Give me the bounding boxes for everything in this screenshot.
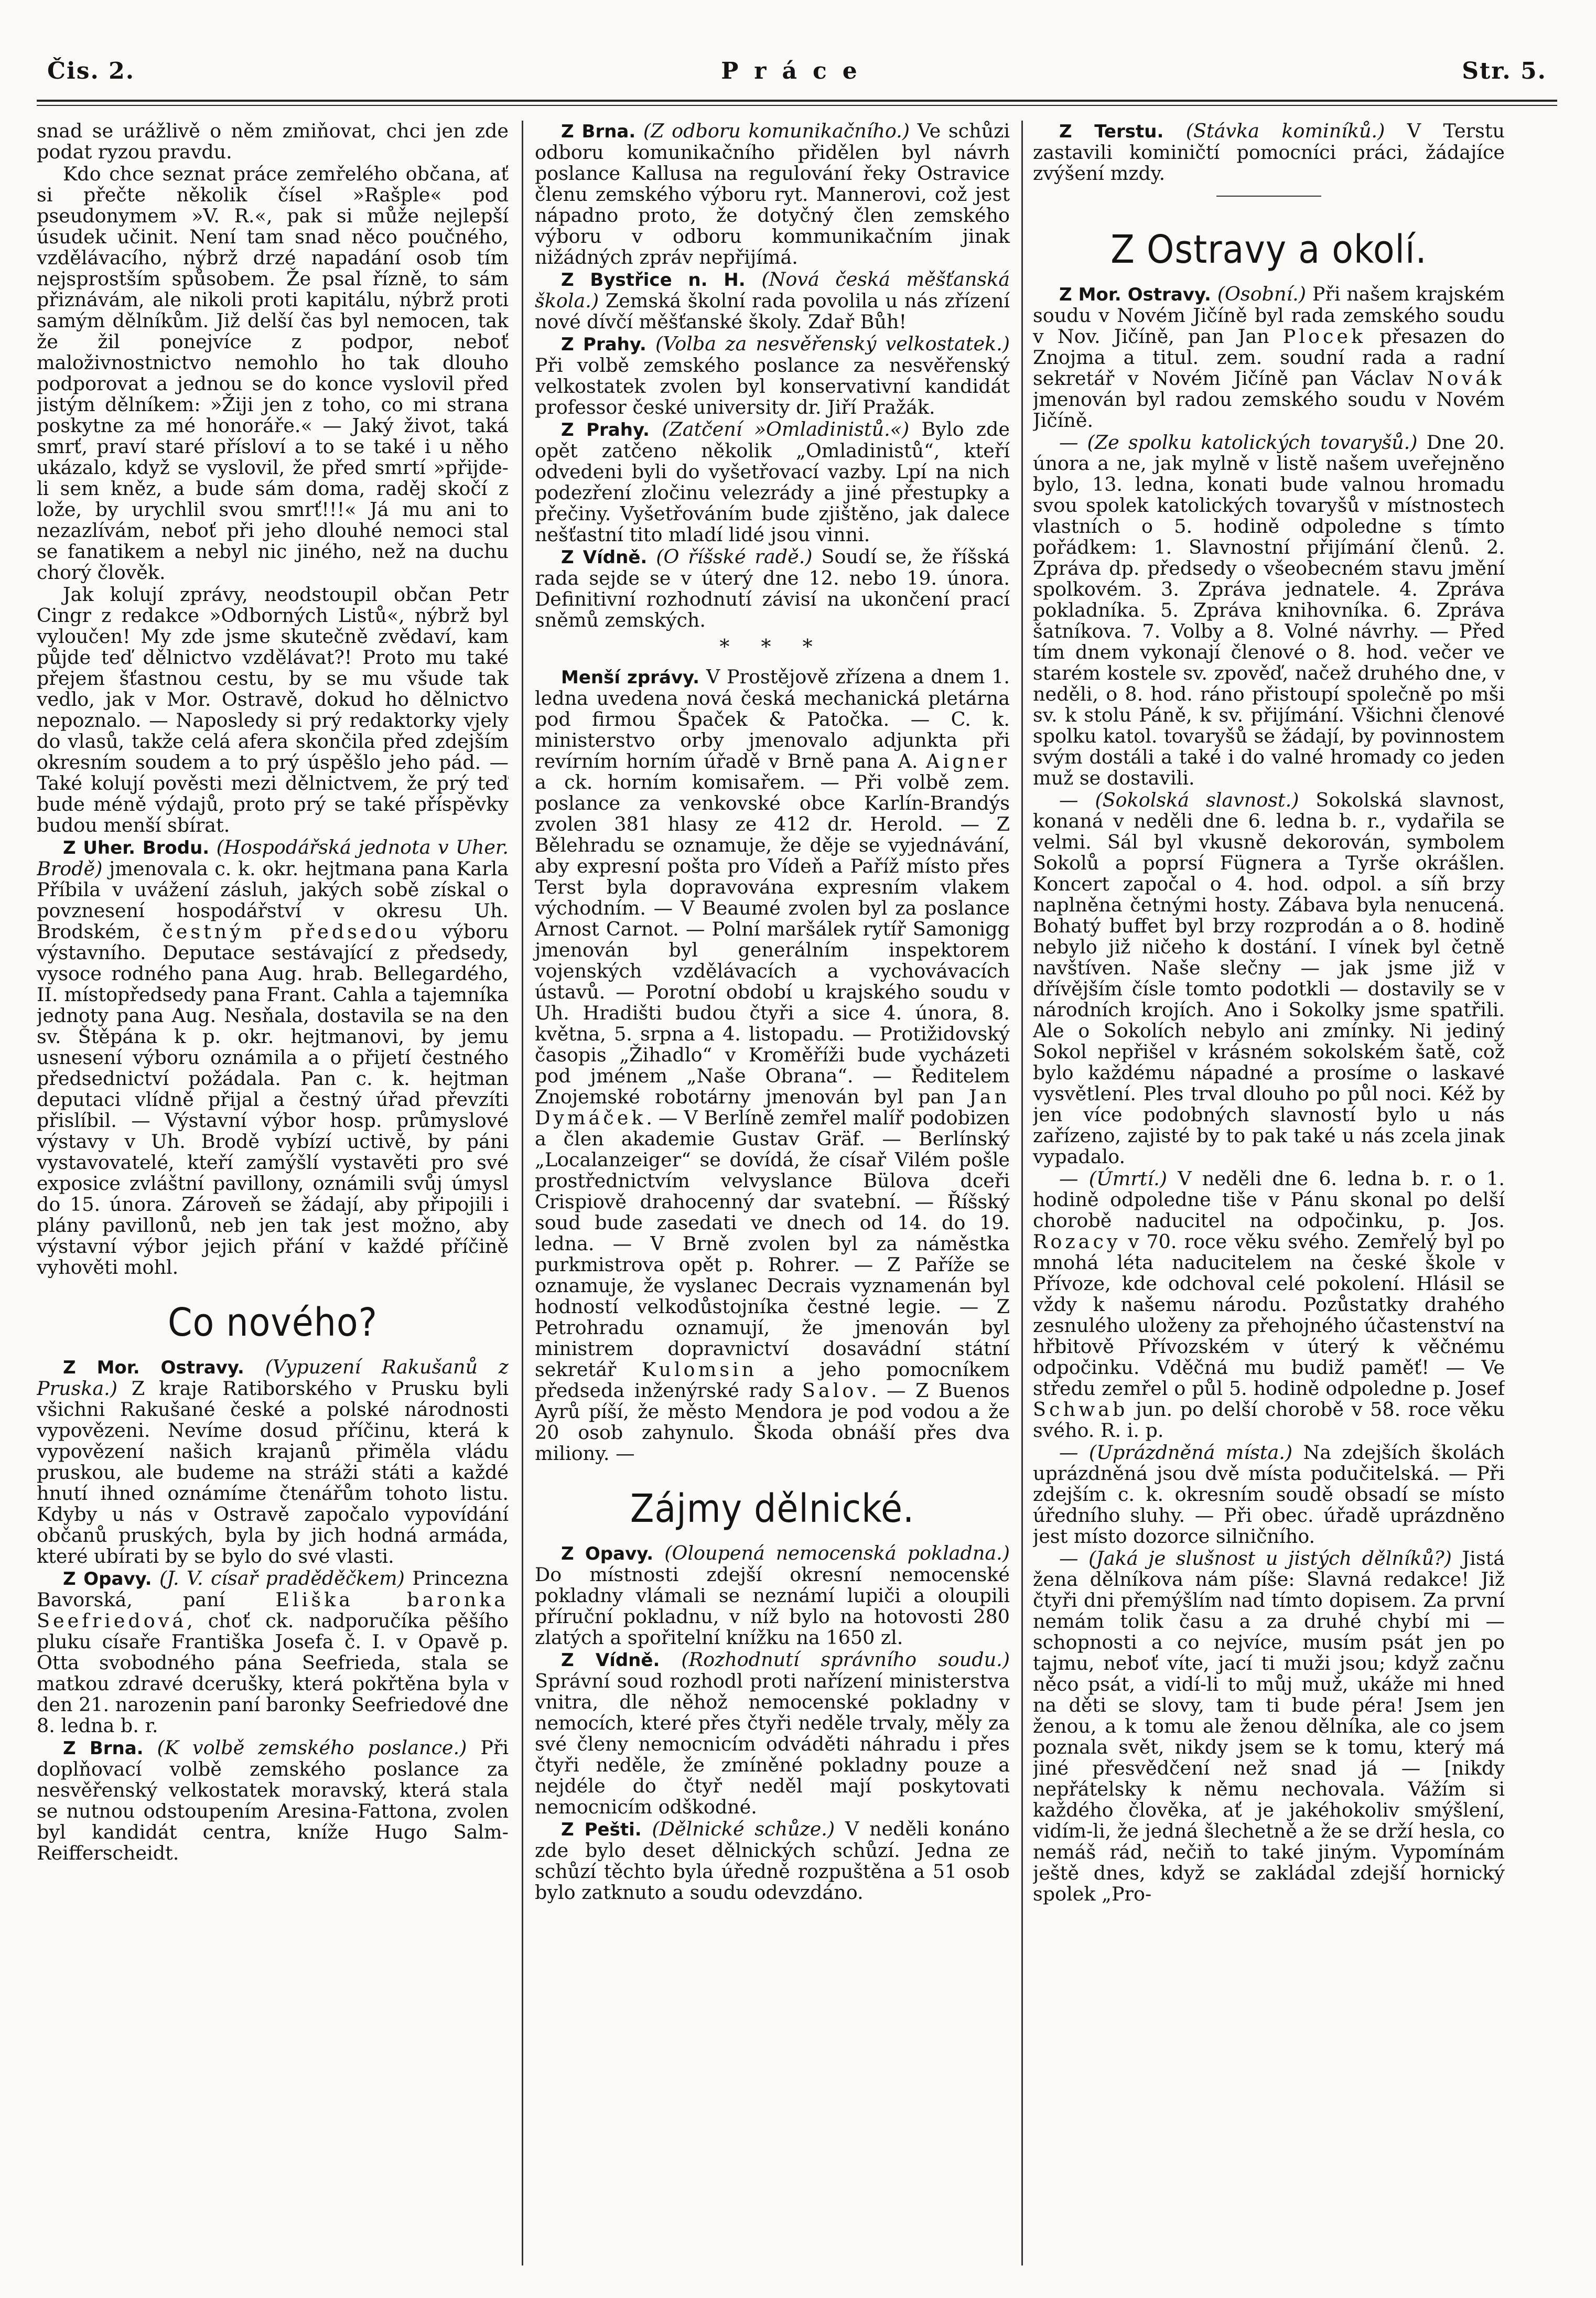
item-text: Princezna Bavorská, paní [37, 1567, 509, 1611]
columns [37, 121, 1557, 2265]
header-rule-thin [37, 105, 1557, 106]
item-lead: Z Opavy. [561, 1543, 654, 1564]
item-text: . — V Berlíně zemřel malíř podobizen a člen akademie Gustav Gräf. — Berlínský „Localanzeiger“ se dovídá, že císař Vilém pošle prostřednictvím velvyslance Bülova dceři Crispiově drahocenný dar svatební. — Říšský soud bude zasedati ve dnech od 14. do 19. ledna. — V Brně zvolen byl za náměstka purkmistrova opět p. Rohrer. — Z Paříže se oznamuje, že vyslanec Decrais vyznamenán byl hodností velkodůstojníka čestné legie. — Z Petrohradu oznamují, že jmenován byl ministrem dopravnictví dosavádní státní sekretář [535, 1107, 1010, 1381]
news-item-opavy-pokladna [535, 1543, 1010, 1648]
item-text: Při našem krajském soudu v Novém Jičíně byl rada zemského soudu v Nov. Jičíně, pan Jan [1033, 283, 1505, 348]
item-spaced-text: Novák [1427, 367, 1505, 390]
news-item-osobni [1033, 284, 1505, 431]
item-subtitle: (Z odboru komunikačního.) [643, 121, 910, 142]
item-subtitle: — (Ze spolku katolických tovaryšů.) [1059, 431, 1418, 454]
item-lead: Z Prahy. [561, 334, 646, 355]
item-text: Sokolská slavnost, konaná v neděli dne 6. ledna b. r., vydařila se velmi. Sál byl vkusně dekorován, symbolem Sokolů a poprsí Fügnera a Tyrše okrášlen. Koncert započal o 4. hod. odpol. a síň brzy naplněna četnými hosty. Zábava byla nenucená. Bohatý buffet byl brzy rozprodán a o 8. hodině nebylo již ničeho k dostání. I vínek byl četně navštíven. Naše slečny — jak jsme již v dřívějším čísle tomto podotkli — dostavily se v národních krojích. Ano i Sokolky jsme spatřili. Ale o Sokolích nebylo ani zmínky. Ni jediný Sokol nepřišel v krásném sokolském šatě, což bylo každému nápadné a prosíme o laskavé vysvětlení. Ples trval dlouho po půl noci. Kéž by jen více podobných slavností bylo u nás zařízeno, zajisté by to pak také u nás zcela jinak vypadalo. [1033, 789, 1505, 1168]
item-lead: Z Mor. Ostravy. [63, 1357, 244, 1378]
item-text: V Prostějově zřízena a dnem 1. ledna uvedena nová česká mechanická pletárna pod firmou Špaček & Patočka. — C. k. ministerstvo orby jmenovalo adjunkta při revírním horním úřadě v Brně pana A. [535, 665, 1010, 772]
item-text: v 70. roce věku svého. Zemřelý byl po mnohá léta naducitelem na české škole v Přívoze, kde odchoval celé pokolení. Hlásil se vždy k našemu národu. Pozůstatky drahého zesnulého uloženy za přehojného účastenství na hřbitově Přívozském v úterý k věčnému odpočinku. Vděčná mu budiž paměť! — Ve středu zemřel o půl 5. hodině odpoledne p. Josef [1033, 1230, 1505, 1400]
item-lead: Z Opavy. [63, 1569, 152, 1590]
news-item-prahy-volba [535, 334, 1010, 418]
item-text: jmenovala c. k. okr. hejtmana pana Karla Příbila v uvážení zásluh, jakých sobě získal o povznesení hospodářství v okresu Uh. Brodském, [37, 857, 509, 943]
item-text: V neděli dne 6. ledna b. r. o 1. hodině odpoledne tiše v Pánu skonal po delší chorobě naducitel na odpočinku, p. Jos. [1033, 1167, 1505, 1232]
item-lead: Z Brna. [63, 1738, 144, 1759]
header-rule [37, 100, 1557, 102]
item-subtitle: (O říšské radě.) [656, 545, 813, 568]
item-text: . — Z Buenos Ayrů píší, že město Mendora je pod vodou a že 20 osob zahynulo. Škoda obnáší přes dva miliony. — [535, 1379, 1010, 1465]
news-item-tovarysu [1033, 432, 1505, 789]
news-item-vidne-soud [535, 1649, 1010, 1818]
item-spaced-text: čestným předsedou [162, 920, 420, 943]
item-lead: Z Uher. Brodu. [63, 837, 210, 858]
item-subtitle: — (Jaká je slušnost u jistých dělníků?) [1059, 1547, 1452, 1570]
news-item-terstu [1033, 121, 1505, 184]
item-text: , choť ck. nadporučíka pěšího pluku císaře Františka Josefa č. I. v Opavě p. Otta svobodného pána Seefrieda, stala se matkou zdravé dcerušky, která pokřtěna byla v den 21. narozenin paní baronky Seefriedové dne 8. ledna b. r. [37, 1609, 509, 1737]
item-subtitle: (Vypuzení Rakušanů z Pruska.) [37, 1356, 509, 1400]
item-text: V neděli konáno zde bylo deset dělnických schůzí. Jedna ze schůzí těchto byla úředně rozpuštěna a 51 osob bylo zatknuto a soudu odevzdáno. [535, 1818, 1010, 1904]
short-divider [1033, 184, 1505, 205]
issue-number: Čis. 2. [47, 58, 135, 84]
item-text: Bylo zde opět zatčeno několik „Omladinistů“, kteří odvedeni byli do vyšetřovací vazby. Lpí na nich podezření zločinu velezrády a jiné přestupky a přečiny. Vyšetřováním bude zjištěno, jak dalece nešťastní tito mladí lidé jsou vinni. [535, 418, 1010, 546]
item-text: Z kraje Ratiborského v Prusku byli všichni Rakušané české a polské národnosti vypovězeni. Nevíme dosud příčinu, která k vypovězení našich krajanů přiměla vládu pruskou, ale budeme na stráži státi a každé hnutí ihned oznámíme čtenářům tohoto listu. Kdyby u nás v Ostravě započalo vypovídání občanů pruských, byla by jich hodná armáda, které ubírati by se bylo do své vlasti. [37, 1377, 509, 1567]
column-middle [522, 121, 1023, 2265]
item-subtitle: — (Úmrtí.) [1059, 1167, 1167, 1190]
item-text: ck. horním komisařem. — Při volbě zem. poslance za venkovské obce Karlín-Brandýs zvolen 381 hlasy ze 412 dr. Herold. — Z Bělehradu se oznamuje, že děje se vyjednávání, aby expresní pošta pro Vídeň a Paříž místo přes Terst byla dopravována expresním vlakem východním. — V Beaumé zvolen byl za poslance Arnost Carnot. — Polní maršálek rytíř Samonigg jmenován byl generálním inspektorem vojenských vzdělávacích a vychovávacích ústavů. — Porotní období u krajského soudu v Uh. Hradišti budou čtyři a sice 4. února, 8. května, 5. srpna a 4. listopadu. — Protižidovský časopis „Žihadlo“ v Kroměříži bude vycházeti pod jménem „Naše Obrana“. — Ředitelem Znojemské robotárny jmenován byl pan [535, 771, 1010, 1108]
item-text: Soudí se, že říšská rada sejde se v úterý dne 12. nebo 19. února. Definitivní rozhodnutí závisí na ukončení prací sněmů zemských. [535, 545, 1010, 631]
section-heading-co-noveho: Co nového? [168, 1300, 378, 1345]
article-paragraph: Kdo chce seznat práce zemřelého občana, ať si přečte několik čísel »Rašple« pod pseudonymem »V. R.«, pak si může nejlepší úsudek učinit. Není tam snad něco poučného, vzdělávacího, nýbrž drzé napadání osob tím nejsprostším spůsobem. Že psal řízně, to sám přiznávám, ale nikoli proti kapitálu, nýbrž proti samým dělníkům. Již delší čas byl nemocen, tak že žil ponejvíce z podpor, neboť maloživnostnictvo nemohlo ho tak dlouho podporovat a jednou se do konce vyslovil před jistým dělníkem: »Žiji jen z toho, co mi strana poskytne za mé honoráře.« — Jaký život, taká smrť, praví staré přísloví a to se také i u něho ukázalo, když se vyslovil, že před smrtí »přijde-li sem kněz, a bude sám doma, raděj skočí z lože, by urychlil svou smrť!!!« Já mu ani to nezazlívám, neboť při jeho dlouhé nemoci stal se fanatikem a nebyl nic jiného, než na duchu chorý člověk. [37, 163, 509, 584]
item-text: Jistá žena dělníkova nám píše: Slavná redakce! Již čtyři dni přemýšlím nad tímto dopisem. Za první nemám tolik času a za druhé chybí mi — schopnosti a co nejvíce, musím psát jen po tajmu, neboť víte, jací ti muži jsou; když začnu něco psát, a vidí-li to můj muž, ukáže mi hned na děti se slovy, tam ti bude péra! Jsem jen ženou, a k tomu ale ženou dělníka, ale co jsem poznala svět, nikdy jsem se k tomu, který má jiné přesvědčení než snad já — [nikdy nepřátelsky k němu nechovala. Vážím si každého člověka, ať je jakéhokoliv smýšlení, vidím-li, že jedná šlechetně a že se drží hesla, co nemáš rád, nečiň to také jiným. Vypomínám ještě dnes, když se zakládal zdejší hornický spolek „Pro- [1033, 1547, 1505, 1905]
item-lead: Z Terstu. [1059, 121, 1164, 142]
item-spaced-text: Plocek [1282, 325, 1366, 348]
news-item-umrti [1033, 1168, 1505, 1441]
item-text: jmenován byl radou zemského soudu v Novém Jičíně. [1033, 388, 1505, 432]
item-subtitle: — (Sokolská slavnost.) [1059, 789, 1299, 811]
item-lead: Z Brna. [561, 121, 636, 142]
divider-line [1216, 196, 1321, 197]
item-text: přesazen do Znojma a titul. zem. soudní rada a radní sekretář v Novém Jičíně pan Václav [1033, 325, 1505, 390]
news-item-brna-volba [37, 1737, 509, 1864]
item-spaced-text: Kulomsin [641, 1358, 758, 1381]
news-item-vidne-rada [535, 546, 1010, 631]
item-spaced-text: Rozacy [1033, 1230, 1121, 1253]
item-text: Na zdejších školách uprázdněná jsou dvě místa podučitelská. — Při zdejším c. k. okresním soudě obsadí se místo úředního sluhy. — Při obec. úřadě uprázdněno jest místo dozorce silničního. [1033, 1441, 1505, 1548]
item-lead: Z Prahy. [561, 420, 650, 441]
item-subtitle: (Volba za nesvěřenský velkostatek.) [655, 332, 1010, 355]
item-subtitle: (Stávka kominíků.) [1185, 121, 1385, 142]
item-subtitle: (Osobní.) [1217, 283, 1307, 305]
item-spaced-text: Salov [802, 1379, 871, 1402]
item-subtitle: (Nová česká měšťanská škola.) [535, 268, 1010, 312]
item-subtitle: (K volbě zemského poslance.) [157, 1736, 467, 1759]
newspaper-page [37, 58, 1557, 2271]
item-text: Při doplňovací volbě zemského poslance za nesvěřenský velkostatek moravský, která stala se nutnou odstoupením Aresina-Fattona, zvolen byl kandidát centra, kníže Hugo Salm-Reifferscheidt. [37, 1736, 509, 1864]
item-text: Správní soud rozhodl proti nařízení ministerstva vnitra, dle něhož nemocenské pokladny v nemocích, které přes čtyři neděle trvaly, měly za své členy nemocnicím odváděti náhradu i přes čtyři neděle, že zmíněné pokladny pouze a nejdéle do čtyř neděl mají poskytovati nemocnicím odškodné. [535, 1670, 1010, 1818]
item-subtitle: (J. V. císař praděděčkem) [159, 1567, 405, 1590]
section-heading-zajmy-delnicke: Zájmy dělnické. [630, 1486, 915, 1531]
item-text: Do místnosti zdejší okresní nemocenské pokladny vlámali se neznámí lupiči a oloupili příruční pokladnu, v níž bylo na hotovosti 280 zlatých a spořitelní knížku na 1650 zl. [535, 1563, 1010, 1649]
news-item-pesti [535, 1819, 1010, 1903]
item-text: výboru výstavního. Deputace sestávající z předsedy, vysoce rodného pana Aug. hrab. Bellegardého, II. místopředsedy pana Frant. Cahla a tajemníka jednoty pana Aug. Nesňala, dostavila se na den sv. Štěpána k p. okr. hejtmanovi, by jemu usnesení výboru oznámila a o přijetí čestného předsednictví požádala. Pan c. k. hejtman deputaci vlídně přijal a čestný úřad převzíti přislíbil. — Výstavní výbor hosp. průmyslové výstavy v Uh. Brodě vybízí uctivě, by páni vystavovatelé, kteří zamýšlí vystavěti pro své exposice zvláštní pavillony, oznámili svůj úmysl do 15. února. Zároveň se žádají, aby připojili i plány pavillonů, neb jen tak jest možno, aby výstavní výbor jejich přání v každé příčině vyhověti mohl. [37, 920, 509, 1279]
item-subtitle: (Hospodářská jednota v Uher. Brodě) [37, 836, 509, 880]
news-item-brna-komunikace [535, 121, 1010, 268]
article-paragraph: Jak kolují zprávy, neodstoupil občan Petr Cingr z redakce »Odborných Listů«, nýbrž byl vyloučen! My zde jsme skutečně zvědaví, kam půjde teď dělnictvo vzdělávat?! Proto mu také přejem šťastnou cestu, by se mu všude tak vedlo, jak v Mor. Ostravě, dokud ho dělnictvo nepoznalo. — Naposledy si prý redaktorky vjely do vlasů, takže celá afera skončila před zdejším okresním soudem a to prý úspěšlo jeho pád. — Také kolují pověsti mezi dělnictvem, že prý teď bude méně výdajů, proto prý se také příspěvky budou menší sbírat. [37, 583, 509, 836]
item-spaced-text: Aigner a [535, 750, 1010, 793]
item-lead: Z Bystřice n. H. [561, 270, 746, 291]
item-text: jun. po delší chorobě v 58. roce věku svého. R. i. p. [1033, 1398, 1505, 1442]
section-heading-z-ostravy: Z Ostravy a okolí. [1110, 227, 1427, 272]
news-item-bystrice [535, 269, 1010, 332]
news-item-prusko [37, 1357, 509, 1567]
item-subtitle: (Oloupená nemocenská pokladna.) [664, 1542, 1010, 1564]
item-lead: Z Vídně. [561, 547, 648, 568]
item-lead: Z Vídně. [561, 1650, 660, 1671]
item-spaced-text: Eliška baronka Seefriedová [37, 1588, 509, 1632]
section-separator-stars: * * * [719, 635, 825, 658]
item-spaced-text: Schwab [1033, 1398, 1128, 1421]
news-item-mista [1033, 1442, 1505, 1547]
item-text: Při volbě zemského poslance za nesvěřenský velkostatek zvolen byl konservativní kandidát professor české university dr. Jiří Pražák. [535, 354, 1010, 418]
news-item-sokol [1033, 790, 1505, 1167]
item-text: V Terstu zastavili kominičtí pomocníci práci, žádajíce zvýšení mzdy. [1033, 121, 1505, 185]
column-left [37, 121, 509, 2265]
article-paragraph: snad se urážlivě o něm zmiňovat, chci jen zde podat ryzou pravdu. [37, 121, 509, 163]
item-subtitle: — (Uprázdněná místa.) [1059, 1441, 1293, 1464]
item-subtitle: (Rozhodnutí správního soudu.) [681, 1648, 1010, 1671]
item-lead: Z Mor. Ostravy. [1059, 284, 1211, 305]
masthead [37, 58, 1557, 94]
item-text: a jeho pomocníkem předseda inženýrské rady [535, 1358, 1010, 1402]
item-subtitle: (Dělnické schůze.) [652, 1818, 835, 1840]
news-item-uher-brod [37, 837, 509, 1278]
item-lead: Menší zprávy. [561, 667, 700, 688]
item-subtitle: (Zatčení »Omladinistů.«) [662, 418, 910, 441]
item-text: Zemská školní rada povolila u nás zřízení nové dívčí měšťanské školy. Zdař Bůh! [535, 289, 1010, 333]
newspaper-title: Práce [721, 58, 873, 84]
page-number: Str. 5. [1462, 58, 1547, 84]
news-item-mensi-zpravy [535, 667, 1010, 1464]
news-item-slusnost [1033, 1548, 1505, 1905]
item-text: Dne 20. února a ne, jak mylně v listě našem uveřejněno bylo, 13. ledna, konati bude valnou hromadu svou spolek katolických tovaryšů v místnostech vlastních o 5. hodině odpoledne s tímto pořádkem: 1. Slavnostní přijímání členů. 2. Zpráva dp. předsedy o všeobecném stavu jmění spolkovém. 3. Zpráva jednatele. 4. Zpráva pokladníka. 5. Zpráva knihovníka. 6. Zpráva šatníkova. 7. Volby a 8. Volné návrhy. — Před tím dnem vykonají členové o 8. hod. večer ve starém kostele sv. zpověď, načež druhého dne, v neděli, o 8. hod. ráno přistoupí společně po mši sv. k stolu Páně, k sv. přijímání. Všichni členové spolku katol. tovaryšů se žádají, by povinnostem svým dostáli a také i do valné hromady co jeden muž se dostavili. [1033, 431, 1505, 789]
news-item-opava [37, 1568, 509, 1736]
item-spaced-text: Jan Dymáček [535, 1086, 1010, 1129]
item-text: Ve schůzi odboru komunikačního přidělen byl návrh poslance Kallusa na regulování řeky Ostravice členu zemského výboru ryt. Mannerovi, což jest nápadno proto, že dotyčný člen zemského výboru v odboru kommunikačním jinak nižádných zpráv nepřijímá. [535, 121, 1010, 269]
item-lead: Z Pešti. [561, 1819, 642, 1840]
column-right [1033, 121, 1505, 2265]
news-item-prahy-omladina [535, 419, 1010, 545]
